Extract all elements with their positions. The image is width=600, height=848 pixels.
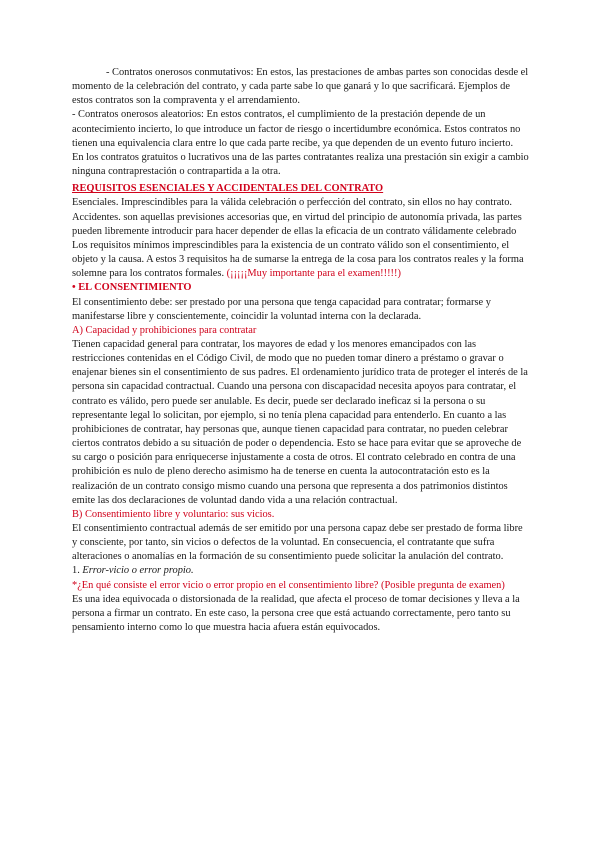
item-text: Error-vicio o error propio. xyxy=(82,565,194,577)
paragraph-conmutativos: - Contratos onerosos conmutativos: En estos, las prestaciones de ambas partes son conocidas desde el momento de la celebración del contrato, y cada parte sabe lo que ganará y lo que sacrificará. Ejemplos de estos contratos son la compraventa y el arrendamiento. xyxy=(72,67,529,107)
paragraph-capacidad: Tienen capacidad general para contratar, los mayores de edad y los menores emancipados con las restricciones contenidas en el Código Civil, de modo que no pueden tomar dinero a préstamo o gravar o enajenar bienes sin el consentimiento de sus padres. El ordenamiento jurídico trata de proteger el interés de la persona sin capacidad contractual. Cuando una persona con discapacidad necesita apoyos para contratar, el contrato es válido, pero puede ser anulable. Es decir, puede ser declarado ineficaz si la persona o su representante legal lo solicitan, por ejemplo, si no tenía plena capacidad para entenderlo. En cuanto a las prohibiciones de contratar, hay personas que, aunque tienen capacidad para contratar, no pueden celebrar ciertos contratos debido a su situación de poder o dependencia. Esto se hace para evitar que se aproveche de su cargo o posición para enriquecerse injustamente a costa de otros. El contrato celebrado en contra de una prohibición es nulo de pleno derecho asimismo ha de tenerse en cuenta la autocontratación esto es la realización de un contrato consigo mismo cuando una persona que representa a dos patrimonios distintos emite las dos declaraciones de voluntad dando vida a una relación contractual. xyxy=(72,338,528,506)
paragraph-accidentales: Accidentes. son aquellas previsiones accesorias que, en virtud del principio de autonomía privada, las partes pueden libremente introducir para hacer depender de ellas la eficacia de un contrato válidamente celebrado xyxy=(72,211,522,237)
list-item-error-vicio xyxy=(72,564,530,578)
subheading-consentimiento-libre: B) Consentimiento libre y voluntario: sus vicios. xyxy=(72,508,275,520)
exam-note: (¡¡¡¡¡Muy importante para el examen!!!!!) xyxy=(226,268,401,280)
paragraph-requisitos-minimos xyxy=(72,239,530,281)
heading-consentimiento: • EL CONSENTIMIENTO xyxy=(72,282,192,294)
heading-requisitos: REQUISITOS ESENCIALES Y ACCIDENTALES DEL CONTRATO xyxy=(72,183,384,195)
paragraph-gratuitos: En los contratos gratuitos o lucrativos una de las partes contratantes realiza una prestación sin exigir a cambio ninguna contraprestación o contrapartida a la otra. xyxy=(72,151,529,178)
paragraph-esenciales: Esenciales. Imprescindibles para la válida celebración o perfección del contrato, sin ellos no hay contrato. xyxy=(72,197,512,209)
requisitos-text: Los requisitos mínimos imprescindibles para la existencia de un contrato válido son el consentimiento, el objeto y la causa. A estos 3 requisitos ha de sumarse la entrega de la cosa para los contratos reales y la forma solemne para los contratos formales. xyxy=(72,239,524,280)
paragraph-aleatorios: - Contratos onerosos aleatorios: En estos contratos, el cumplimiento de la prestación depende de un acontecimiento incierto, lo que introduce un factor de riesgo o incertidumbre económica. Estos contratos no tienen una equivalencia clara entre lo que cada parte recibe, ya que dependen de un evento futuro incierto. xyxy=(72,109,521,149)
document-page xyxy=(72,66,530,635)
subheading-capacidad: A) Capacidad y prohibiciones para contratar xyxy=(72,324,257,336)
paragraph-error-definicion: Es una idea equivocada o distorsionada de la realidad, que afecta el proceso de tomar decisiones y lleva a la persona a firmar un contrato. En este caso, la persona cree que está actuando correctamente, pero tanto su pensamiento interno como lo que muestra hacia afuera están equivocados. xyxy=(72,593,520,634)
item-number: 1. xyxy=(72,565,83,577)
paragraph-consentimiento: El consentimiento debe: ser prestado por una persona que tenga capacidad para contratar; formarse y manifestarse libre y conscientemente, coincidir la voluntad interna con la declarada. xyxy=(72,296,491,322)
paragraph-consentimiento-libre: El consentimiento contractual además de ser emitido por una persona capaz debe ser prestado de forma libre y consciente, por tanto, sin vicios o defectos de la voluntad. En consecuencia, el contratante que sufra alteraciones o anomalías en la formación de su consentimiento puede solicitar la anulación del contrato. xyxy=(72,523,523,563)
exam-question: *¿En qué consiste el error vicio o error propio en el consentimiento libre? (Posible pregunta de examen) xyxy=(72,579,505,591)
